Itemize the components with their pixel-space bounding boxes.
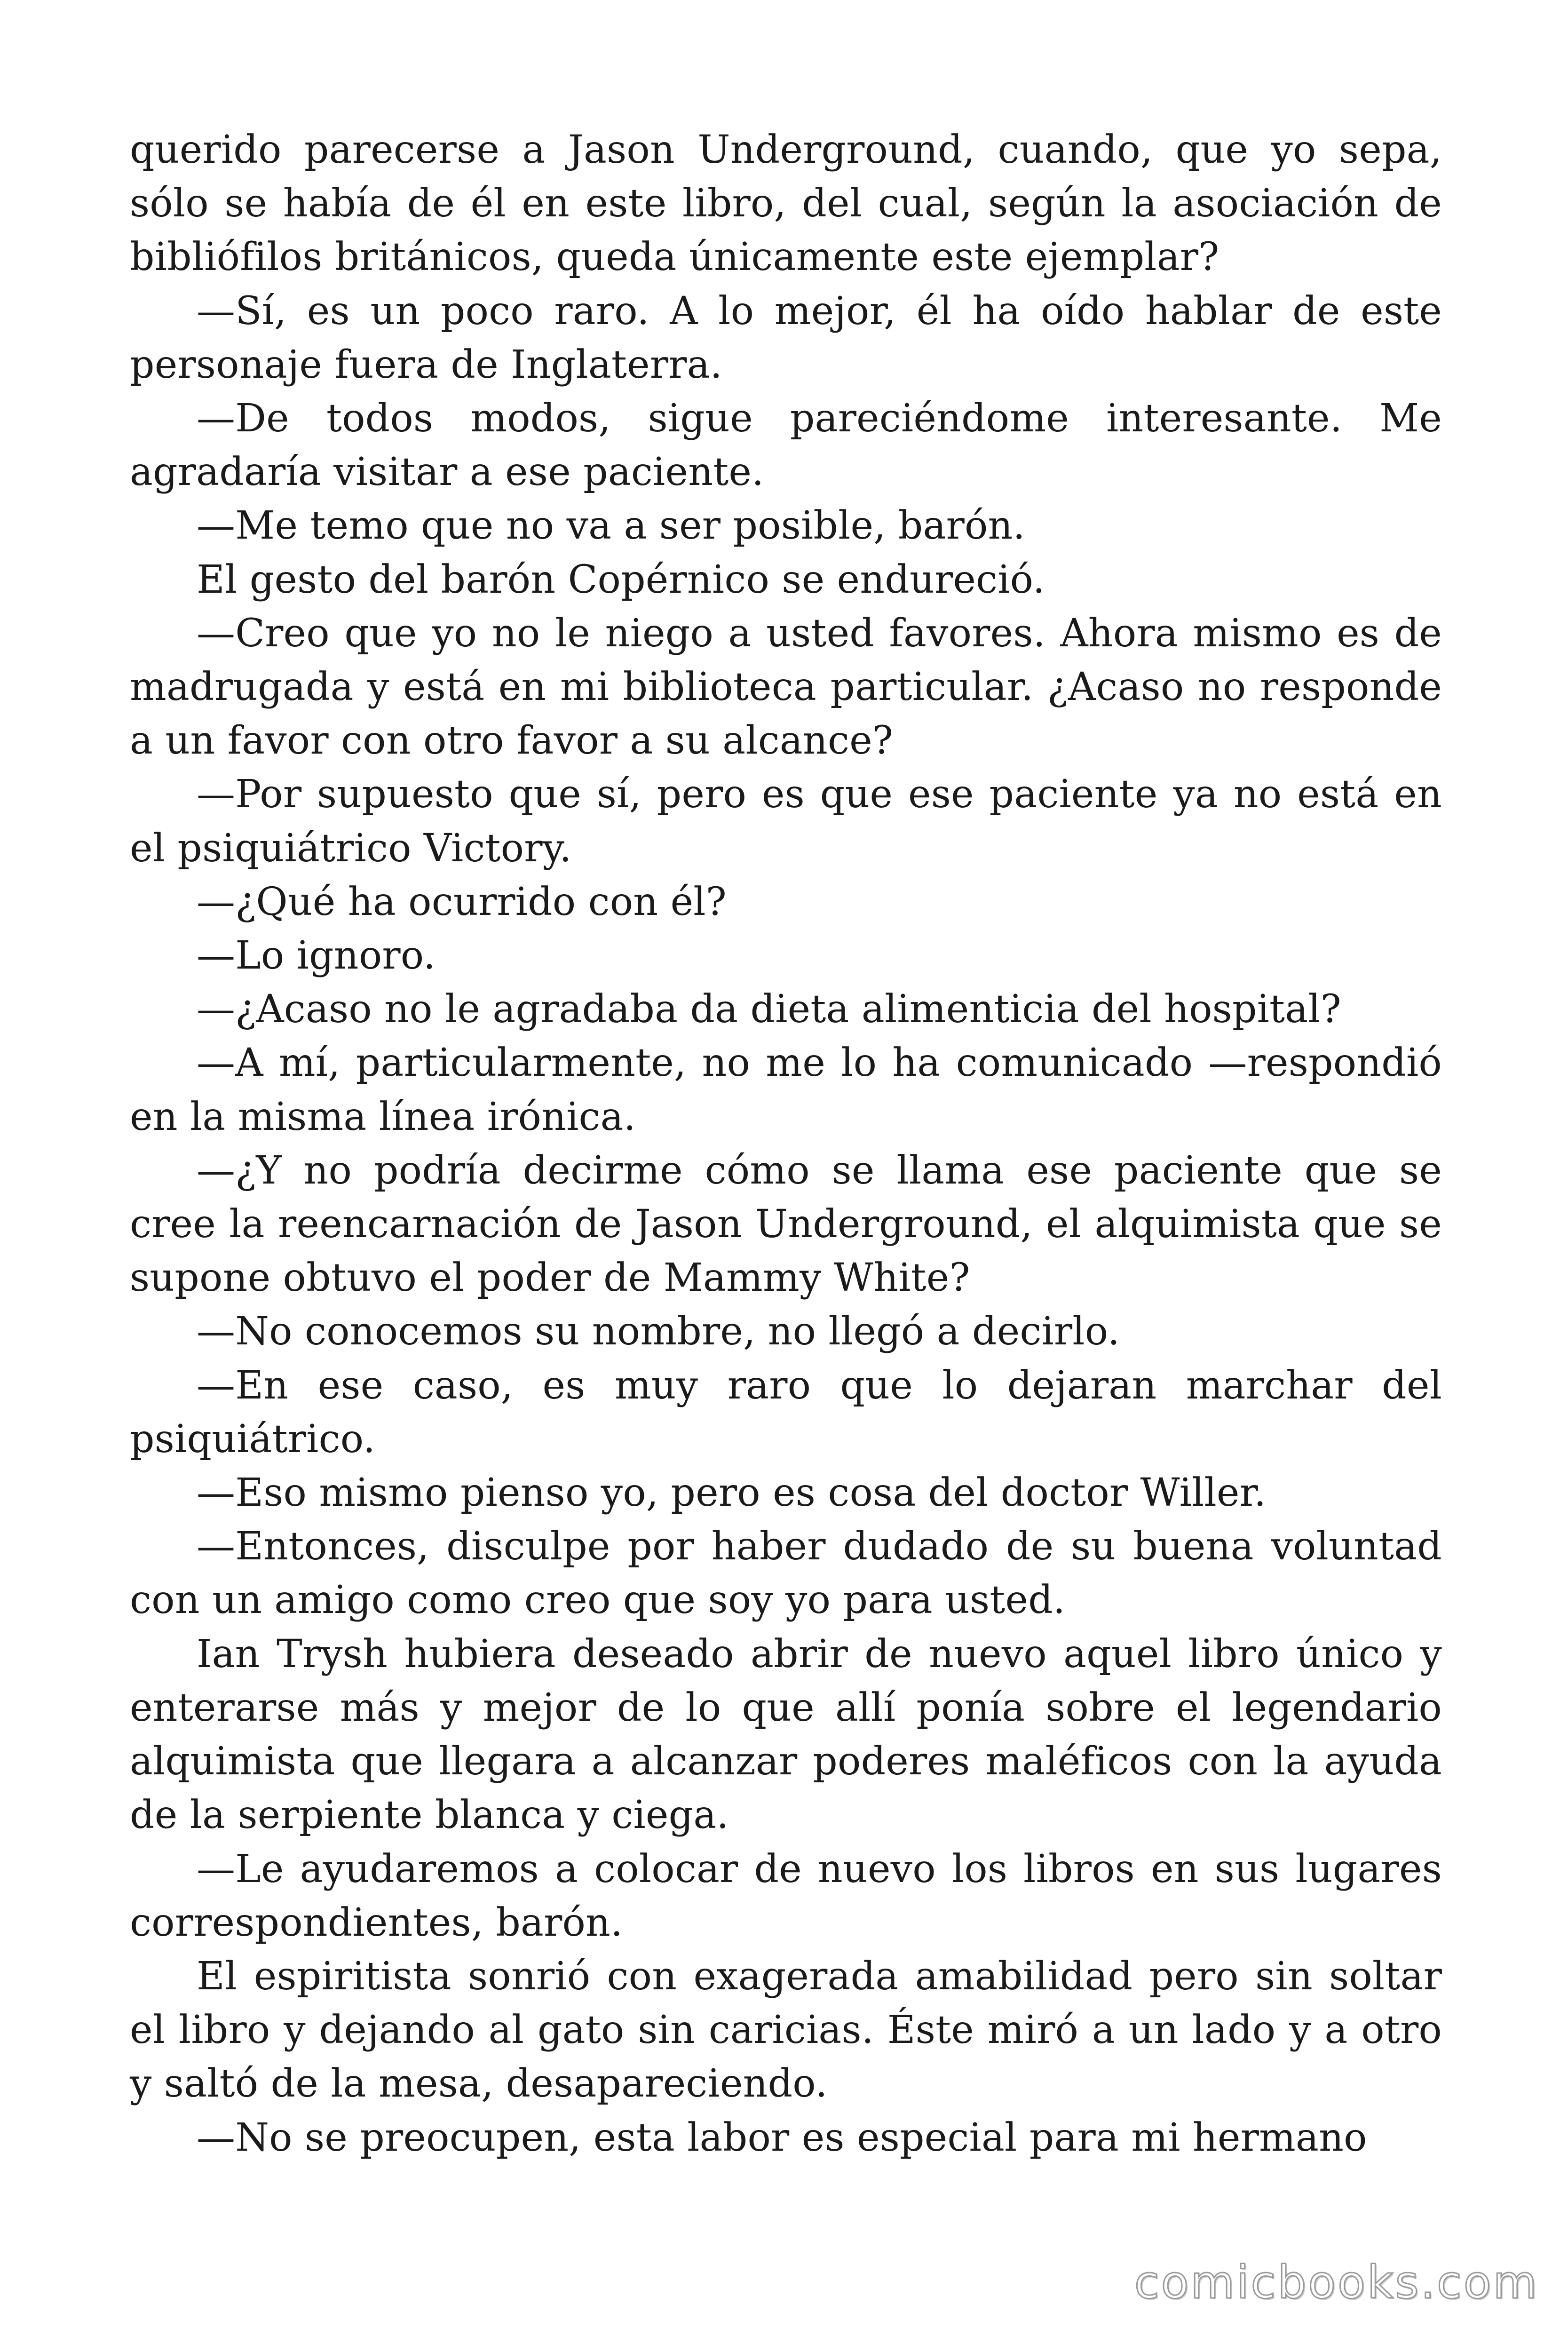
paragraph-7: —Por supuesto que sí, pero es que ese paciente ya no está en el psiquiátrico Victory. [130, 772, 1442, 871]
paragraph-5: El gesto del barón Copérnico se endureció. [197, 557, 1045, 602]
paragraph-14: —En ese caso, es muy raro que lo dejaran marchar del psiquiátrico. [130, 1363, 1442, 1462]
paragraph-15: —Eso mismo pienso yo, pero es cosa del doctor Willer. [197, 1470, 1267, 1516]
page-body-text [130, 123, 1442, 2165]
paragraph-12: —¿Y no podría decirme cómo se llama ese paciente que se cree la reencarnación de Jason Underground, el alquimista que se supone obtuvo el poder de Mammy White? [130, 1148, 1442, 1301]
paragraph-6: —Creo que yo no le niego a usted favores. Ahora mismo es de madrugada y está en mi biblioteca particular. ¿Acaso no responde a un favor con otro favor a su alcance? [130, 611, 1442, 763]
paragraph-20: —No se preocupen, esta labor es especial para mi hermano [197, 2115, 1367, 2160]
watermark-text: comicbooks.com [1134, 2256, 1539, 2309]
paragraph-9: —Lo ignoro. [197, 933, 436, 978]
paragraph-2: —Sí, es un poco raro. A lo mejor, él ha oído hablar de este personaje fuera de Inglaterra. [130, 288, 1442, 387]
paragraph-19: El espiritista sonrió con exagerada amabilidad pero sin soltar el libro y dejando al gato sin caricias. Éste miró a un lado y a otro y saltó de la mesa, desapareciendo. [130, 1954, 1442, 2106]
paragraph-3: —De todos modos, sigue pareciéndome interesante. Me agradaría visitar a ese paciente. [130, 396, 1442, 495]
paragraph-11: —A mí, particularmente, no me lo ha comunicado —respondió en la misma línea irónica. [130, 1041, 1442, 1139]
paragraph-16: —Entonces, disculpe por haber dudado de su buena voluntad con un amigo como creo que soy yo para usted. [130, 1524, 1442, 1623]
paragraph-1: querido parecerse a Jason Underground, cuando, que yo sepa, sólo se había de él en este libro, del cual, según la asociación de bibliófilos británicos, queda únicamente este ejemplar? [130, 127, 1442, 280]
paragraph-10: —¿Acaso no le agradaba da dieta alimenticia del hospital? [197, 987, 1341, 1032]
paragraph-4: —Me temo que no va a ser posible, barón. [197, 503, 1025, 548]
paragraph-8: —¿Qué ha ocurrido con él? [197, 879, 727, 924]
paragraph-17: Ian Trysh hubiera deseado abrir de nuevo aquel libro único y enterarse más y mejor de lo que allí ponía sobre el legendario alquimista que llegara a alcanzar poderes maléficos con la ayuda de la serpiente blanca y ciega. [130, 1631, 1442, 1838]
paragraph-13: —No conocemos su nombre, no llegó a decirlo. [197, 1309, 1120, 1354]
paragraph-18: —Le ayudaremos a colocar de nuevo los libros en sus lugares correspondientes, barón. [130, 1846, 1442, 1945]
